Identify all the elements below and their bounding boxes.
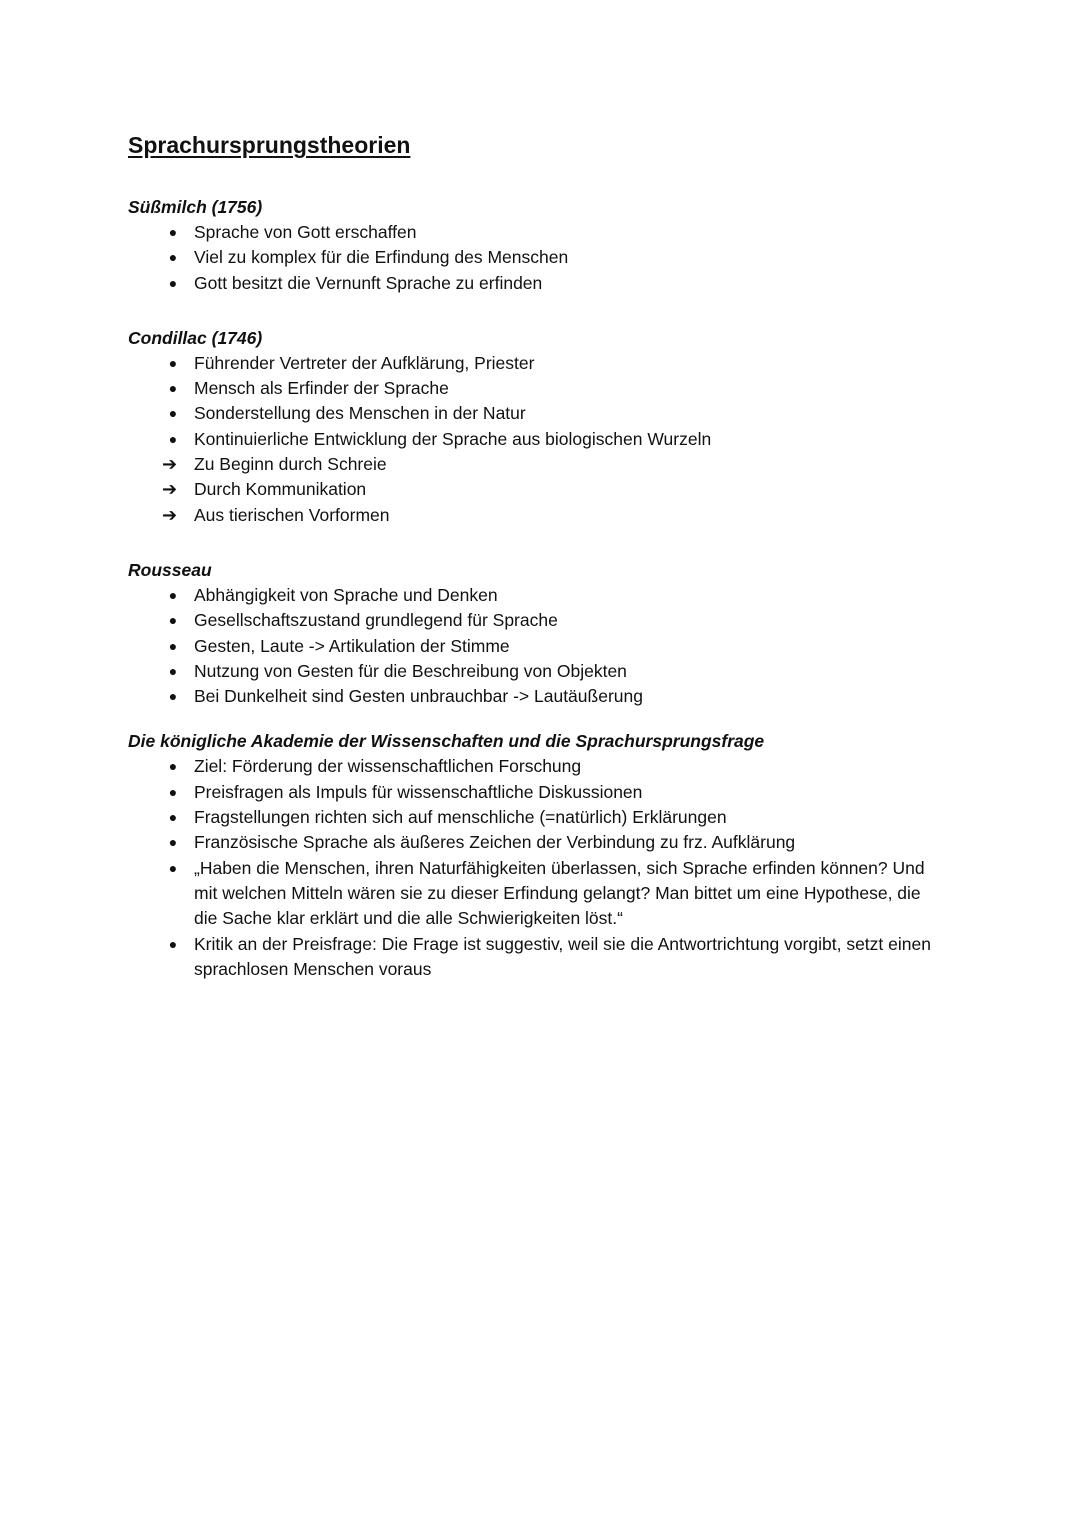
section-heading: Rousseau: [128, 559, 212, 580]
bullet-icon: ●: [168, 834, 178, 851]
section-akademie: [128, 729, 948, 982]
list-item-text: Kritik an der Preisfrage: Die Frage ist suggestiv, weil sie die Antwortrichtung vorgibt, setzt einen sprachlosen Menschen voraus: [194, 933, 931, 979]
list-item-text: Französische Sprache als äußeres Zeichen der Verbindung zu frz. Aufklärung: [194, 832, 796, 853]
list-item-text: Gesellschaftszustand grundlegend für Sprache: [194, 610, 558, 631]
arrow-right-icon: ➔: [162, 504, 178, 525]
bullet-icon: ●: [168, 586, 178, 603]
list-item-text: Bei Dunkelheit sind Gesten unbrauchbar -> Lautäußerung: [194, 686, 643, 707]
bullet-icon: ●: [168, 809, 178, 826]
list-item-text: Ziel: Förderung der wissenschaftlichen Forschung: [194, 756, 582, 777]
list-item-text: Mensch als Erfinder der Sprache: [194, 378, 449, 399]
list-item-text: Sprache von Gott erschaffen: [194, 222, 417, 242]
list-item: [128, 754, 948, 779]
bullet-icon: ●: [168, 430, 178, 447]
bullet-icon: ●: [168, 758, 178, 775]
arrow-right-icon: ➔: [162, 454, 178, 475]
document-page: [128, 128, 948, 982]
bullet-list: [128, 220, 948, 296]
bullet-icon: ●: [168, 783, 178, 800]
list-item-text: Führender Vertreter der Aufklärung, Priester: [194, 352, 535, 373]
section-suessmilch: [128, 195, 948, 296]
section-rousseau: [128, 558, 948, 709]
bullet-icon: ●: [168, 249, 178, 266]
bullet-icon: ●: [168, 380, 178, 397]
bullet-icon: ●: [168, 354, 178, 371]
list-item-text: Gott besitzt die Vernunft Sprache zu erfinden: [194, 272, 543, 293]
list-item: [128, 427, 948, 452]
list-item: [128, 452, 948, 477]
list-item: [128, 830, 948, 855]
list-item: [128, 220, 948, 245]
section-heading: Condillac (1746): [128, 327, 263, 348]
list-item: [128, 684, 948, 709]
list-item-text: Viel zu komplex für die Erfindung des Menschen: [194, 247, 569, 268]
bullet-icon: ●: [168, 612, 178, 629]
list-item: [128, 780, 948, 805]
list-item-text: Abhängigkeit von Sprache und Denken: [194, 584, 498, 605]
list-item: [128, 477, 948, 502]
list-item: [128, 245, 948, 270]
document-title: Sprachursprungstheorien: [128, 132, 411, 158]
list-item: [128, 659, 948, 684]
list-item-text: Fragstellungen richten sich auf menschliche (=natürlich) Erklärungen: [194, 807, 727, 828]
list-item-text: Sonderstellung des Menschen in der Natur: [194, 403, 526, 424]
section-heading: Süßmilch (1756): [128, 197, 263, 217]
section-heading: Die königliche Akademie der Wissenschaften und die Sprachursprungsfrage: [128, 731, 765, 752]
section-condillac: [128, 326, 948, 528]
list-item-text: „Haben die Menschen, ihren Naturfähigkeiten überlassen, sich Sprache erfinden können? Und mit welchen Mitteln wären sie zu dieser Erfindung gelangt? Man bittet um eine Hypothese, die die Sache klar erklärt und die alle Schwierigkeiten löst.“: [194, 857, 925, 929]
list-item: [128, 376, 948, 401]
list-item: [128, 805, 948, 830]
list-item: [128, 503, 948, 528]
list-item-text: Nutzung von Gesten für die Beschreibung von Objekten: [194, 660, 627, 681]
list-item: [128, 634, 948, 659]
bullet-icon: ●: [168, 688, 178, 705]
list-item: [128, 856, 948, 932]
list-item-text: Preisfragen als Impuls für wissenschaftliche Diskussionen: [194, 781, 643, 802]
list-item-text: Kontinuierliche Entwicklung der Sprache aus biologischen Wurzeln: [194, 428, 712, 449]
list-item: [128, 932, 948, 983]
bullet-list: [128, 351, 948, 528]
list-item: [128, 271, 948, 296]
list-item-text: Aus tierischen Vorformen: [194, 504, 390, 525]
bullet-icon: ●: [168, 637, 178, 654]
bullet-icon: ●: [168, 859, 178, 876]
bullet-icon: ●: [168, 405, 178, 422]
list-item: [128, 401, 948, 426]
bullet-icon: ●: [168, 224, 178, 240]
list-item: [128, 351, 948, 376]
bullet-icon: ●: [168, 935, 178, 952]
list-item-text: Gesten, Laute -> Artikulation der Stimme: [194, 635, 510, 656]
bullet-list: [128, 754, 948, 982]
list-item-text: Durch Kommunikation: [194, 479, 367, 500]
bullet-icon: ●: [168, 662, 178, 679]
list-item: [128, 608, 948, 633]
arrow-right-icon: ➔: [162, 479, 178, 500]
bullet-list: [128, 583, 948, 709]
list-item-text: Zu Beginn durch Schreie: [194, 454, 387, 475]
bullet-icon: ●: [168, 274, 178, 291]
list-item: [128, 583, 948, 608]
